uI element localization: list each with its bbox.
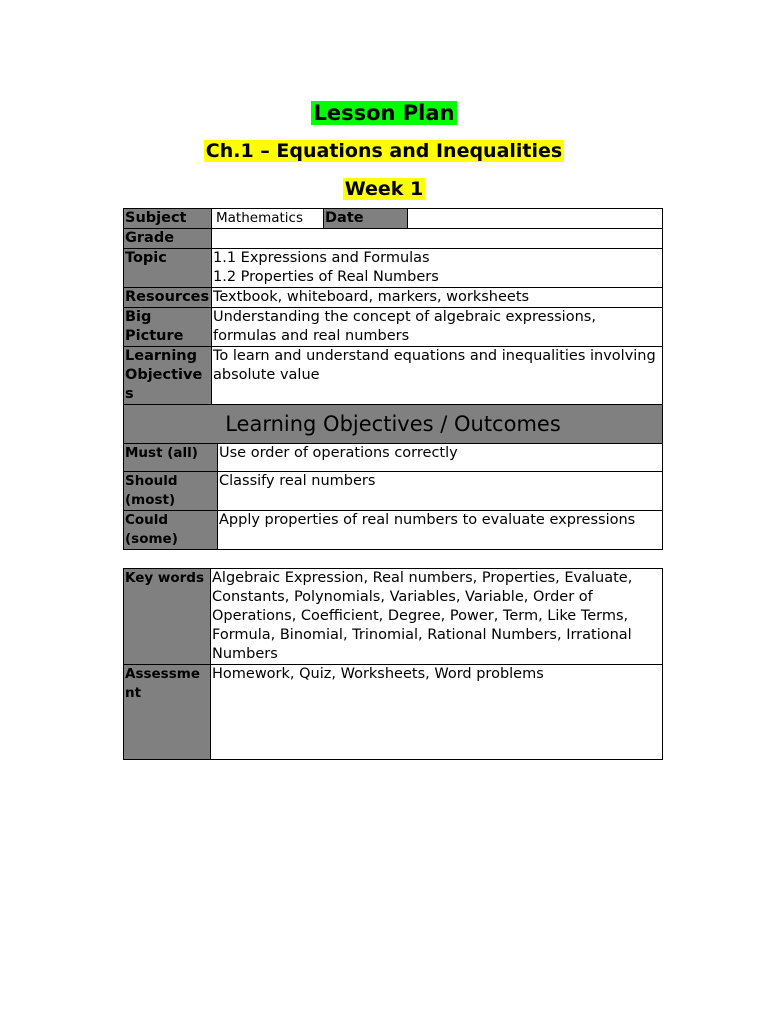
topic-line-2: 1.2 Properties of Real Numbers — [213, 269, 439, 285]
learning-objectives-value: To learn and understand equations and inequalities involving absolute value — [212, 347, 663, 405]
date-label: Date — [324, 209, 408, 229]
big-picture-label: Big Picture — [124, 308, 212, 347]
week-title — [0, 176, 768, 202]
learning-objectives-label: Learning Objectives — [124, 347, 212, 405]
outcome-row-should — [124, 472, 663, 511]
grade-label: Grade — [124, 229, 212, 249]
outcome-value-could: Apply properties of real numbers to evaluate expressions — [218, 511, 663, 550]
keywords-value: Algebraic Expression, Real numbers, Properties, Evaluate, Constants, Polynomials, Variables, Variable, Order of Operations, Coefficient, Degree, Power, Term, Like Terms, Formula, Binomial, Trinomial, Rational Numbers, Irrational Numbers — [211, 569, 663, 665]
learning-outcomes-table — [123, 404, 663, 550]
chapter-text: Ch.1 – Equations and Inequalities — [205, 140, 563, 162]
keywords-assessment-table — [123, 568, 663, 760]
outcomes-heading: Learning Objectives / Outcomes — [124, 405, 663, 444]
big-picture-value: Understanding the concept of algebraic expressions, formulas and real numbers — [212, 308, 663, 347]
outcome-label-could: Could (some) — [124, 511, 218, 550]
resources-value: Textbook, whiteboard, markers, worksheets — [212, 288, 663, 308]
learning-objectives-row — [124, 347, 663, 405]
outcome-value-should: Classify real numbers — [218, 472, 663, 511]
topic-value — [212, 249, 663, 288]
keywords-label: Key words — [124, 569, 211, 665]
subject-value: Mathematics — [212, 209, 324, 229]
outcome-value-must: Use order of operations correctly — [218, 444, 663, 472]
outcome-label-should: Should (most) — [124, 472, 218, 511]
topic-line-1: 1.1 Expressions and Formulas — [213, 250, 430, 266]
resources-row — [124, 288, 663, 308]
lesson-info-table — [123, 208, 663, 405]
outcome-row-must — [124, 444, 663, 472]
week-text: Week 1 — [344, 178, 424, 200]
chapter-title — [0, 138, 768, 164]
resources-label: Resources — [124, 288, 212, 308]
subject-row — [124, 209, 663, 229]
outcomes-heading-row — [124, 405, 663, 444]
big-picture-row — [124, 308, 663, 347]
date-value — [408, 209, 663, 229]
keywords-row — [124, 569, 663, 665]
title-text: Lesson Plan — [313, 101, 455, 125]
assessment-value: Homework, Quiz, Worksheets, Word problems — [211, 665, 663, 760]
assessment-row — [124, 665, 663, 760]
topic-label: Topic — [124, 249, 212, 288]
outcome-label-must: Must (all) — [124, 444, 218, 472]
grade-row — [124, 229, 663, 249]
subject-label: Subject — [124, 209, 212, 229]
outcome-row-could — [124, 511, 663, 550]
topic-row — [124, 249, 663, 288]
grade-value — [212, 229, 663, 249]
assessment-label: Assessment — [124, 665, 211, 760]
lesson-plan-title — [0, 99, 768, 127]
